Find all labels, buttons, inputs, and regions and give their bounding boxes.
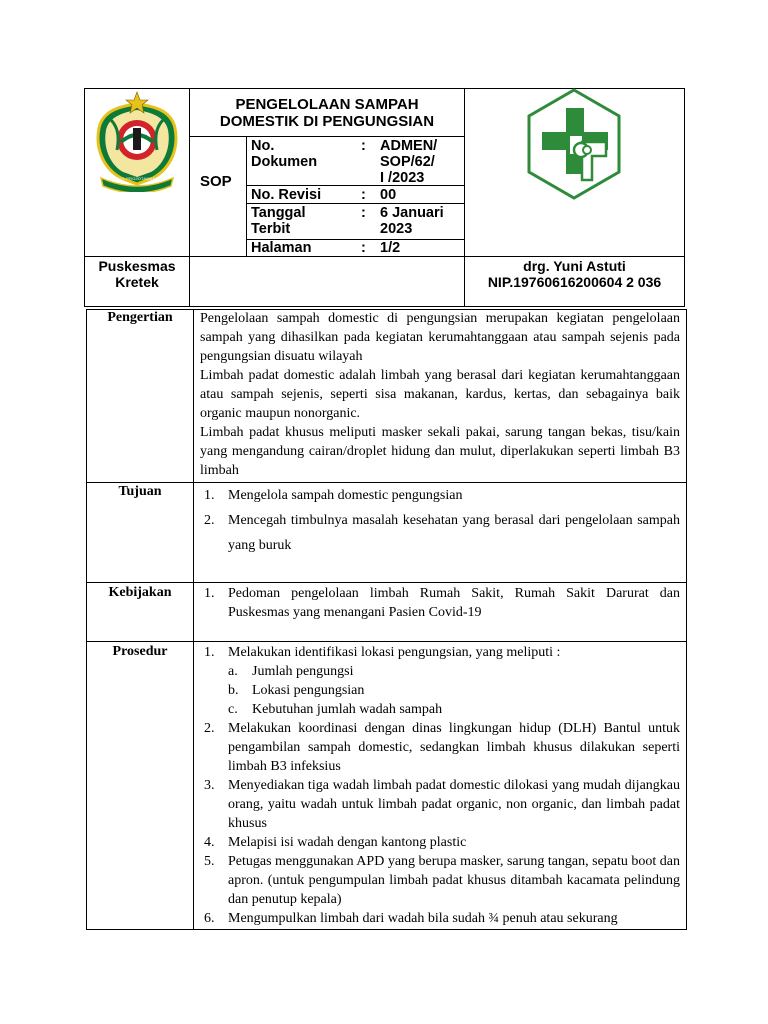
list-item: a. Jumlah pengungsi [228,664,354,679]
kebijakan-list [200,584,680,622]
list-item: 4. Melapisi isi wadah dengan kantong plastic [204,835,467,850]
title-line-1: PENGELOLAAN SAMPAH [235,96,419,113]
document-title [190,96,464,130]
revision-colon: : [361,187,366,203]
issue-date-label: Tanggal Terbit [251,205,306,237]
revision-label: No. Revisi [251,187,322,203]
pengertian-paragraph: Limbah padat domestic adalah limbah yang berasal dari kegiatan kerumahtanggaan atau sampah sejenis, seperti sisa makanan, kardus, kertas, dan sebagainya baik organic maupun nonorganic. [200,368,680,421]
puskesmas-hexagon-cross-icon [526,88,622,200]
pengertian-paragraph: Pengelolaan sampah domestic di pengungsian merupakan kegiatan pengelolaan sampah yang dihasilkan pada kegiatan kerumahtanggaan atau sampah sejenis pada pengungsian disuatu wilayah [200,311,680,364]
kebijakan-content [200,584,680,622]
puskesmas-logo [526,88,622,200]
issue-date-colon: : [361,205,366,221]
regency-logo [91,90,183,192]
list-item: 1. Mengelola sampah domestic pengungsian [204,488,463,503]
sop-label: SOP [200,173,232,190]
logo-ribbon-text: BANTUL PROJOTAMANSARI [108,176,166,181]
prosedur-label: Prosedur [112,644,168,659]
doc-no-value: ADMEN/ SOP/62/ I /2023 [380,138,438,186]
prosedur-sublist [228,662,680,719]
list-item: 3. Menyediakan tiga wadah limbah padat domestic dilokasi yang mudah dijangkau orang, yaitu wadah untuk limbah padat organic, non organic, dan limbah padat khusus [204,778,680,831]
revision-value: 00 [380,187,397,203]
tujuan-label: Tujuan [118,484,162,499]
prosedur-content [200,643,680,927]
tujuan-content [200,483,680,558]
kebijakan-label: Kebijakan [108,585,172,600]
prosedur-list [200,643,680,927]
signer-name: drg. Yuni Astuti [523,258,626,274]
list-item: 1. Pedoman pengelolaan limbah Rumah Sakit, Rumah Sakit Darurat dan Puskesmas yang menangani Pasien Covid-19 [204,586,680,620]
doc-no-colon: : [361,138,366,154]
organization-name: Puskesmas Kretek [98,258,176,290]
page-value: 1/2 [380,240,401,256]
doc-no-label: No. Dokumen [251,138,318,170]
page-colon: : [361,240,366,256]
list-item: c. Kebutuhan jumlah wadah sampah [228,702,443,717]
pengertian-paragraph: Limbah padat khusus meliputi masker sekali pakai, sarung tangan bekas, tisu/kain yang mengandung cairan/droplet hidung dan mulut, diperlakukan seperti limbah B3 limbah [200,425,680,478]
signer-nip: NIP.19760616200604 2 036 [487,274,662,290]
pengertian-content [200,309,680,480]
title-line-2: DOMESTIK DI PENGUNGSIAN [219,113,435,130]
list-item: 1. Melakukan identifikasi lokasi pengungsian, yang meliputi : a. Jumlah pengungsi b. Lokasi pengungsian c. Kebutuhan jumlah wadah sampah [200,643,680,719]
signer-block [465,258,684,290]
tujuan-list [200,483,680,558]
list-item: b. Lokasi pengungsian [228,683,365,698]
issue-date-value: 6 Januari 2023 [380,205,444,237]
list-item: 5. Petugas menggunakan APD yang berupa masker, sarung tangan, sepatu boot dan apron. (untuk pengumpulan limbah padat khusus ditambah kacamata pelindung dan penutup kepala) [204,854,680,907]
pengertian-label: Pengertian [107,310,173,325]
list-item: 2. Mencegah timbulnya masalah kesehatan yang berasal dari pengelolaan sampah yang buruk [204,513,680,553]
list-item: 2. Melakukan koordinasi dengan dinas lingkungan hidup (DLH) Bantul untuk pengambilan sampah domestic, sedangkan limbah khusus dilakukan seperti limbah B3 infeksius [204,721,680,774]
list-item: 6. Mengumpulkan limbah dari wadah bila sudah ¾ penuh atau sekurang [204,911,618,926]
page-label: Halaman [251,240,312,256]
